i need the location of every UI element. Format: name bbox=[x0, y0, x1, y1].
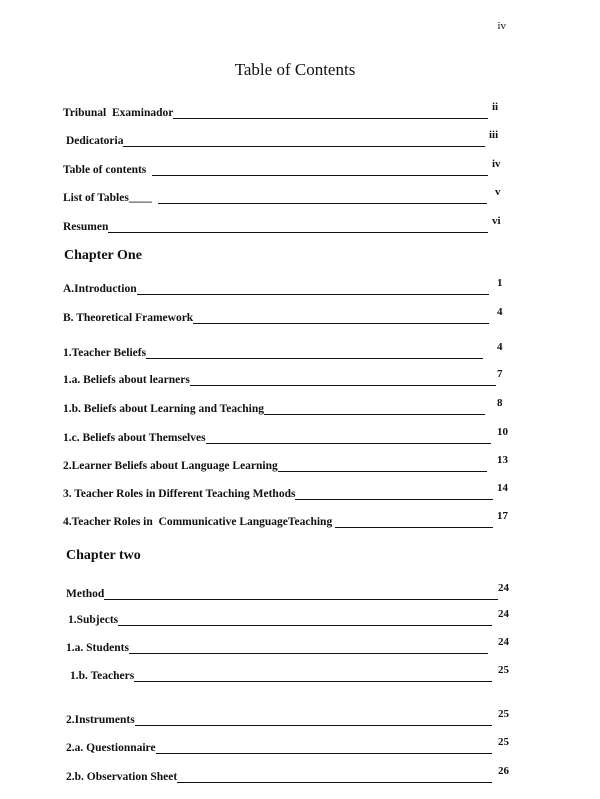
toc-entry-label: 3. Teacher Roles in Different Teaching Methods bbox=[63, 488, 296, 500]
dot-leader bbox=[137, 294, 489, 295]
toc-entry-label: 2.a. Questionnaire bbox=[66, 742, 156, 754]
toc-entry-label: 1.c. Beliefs about Themselves bbox=[63, 432, 206, 444]
dot-leader bbox=[108, 232, 488, 233]
toc-entry-page: 4 bbox=[497, 341, 503, 353]
toc-entry-method bbox=[66, 582, 516, 601]
toc-entry-questionnaire bbox=[66, 736, 516, 755]
toc-entry-label: 2.b. Observation Sheet bbox=[66, 771, 178, 783]
toc-entry-page: 25 bbox=[498, 736, 509, 748]
toc-entry-page: 7 bbox=[497, 368, 503, 380]
toc-entry-label: 1.a. Students bbox=[66, 642, 129, 654]
toc-entry-dedicatoria bbox=[66, 129, 507, 148]
toc-entry-label: A.Introduction bbox=[63, 283, 137, 295]
dot-leader bbox=[295, 499, 493, 500]
toc-entry-page: 25 bbox=[498, 664, 509, 676]
dot-leader bbox=[278, 471, 487, 472]
toc-entry-label: List of Tables____ bbox=[63, 192, 158, 204]
toc-entry-label: B. Theoretical Framework bbox=[63, 312, 194, 324]
toc-entry-page: iii bbox=[489, 129, 499, 141]
dot-leader bbox=[158, 203, 487, 204]
toc-entry-page: vi bbox=[492, 215, 501, 227]
toc-entry-teacher-roles-methods bbox=[63, 482, 515, 501]
page-title: Table of Contents bbox=[234, 60, 356, 79]
toc-entry-label: 1.b. Teachers bbox=[70, 670, 135, 682]
toc-entry-teacher-beliefs bbox=[63, 341, 515, 360]
toc-entry-page: 8 bbox=[497, 397, 503, 409]
toc-entry-list-of-tables bbox=[63, 186, 513, 205]
dot-leader bbox=[335, 527, 493, 528]
toc-entry-page: 24 bbox=[498, 582, 509, 594]
toc-entry-label: Dedicatoria bbox=[66, 135, 124, 147]
toc-entry-beliefs-about-themselves bbox=[63, 426, 515, 445]
toc-entry-page: 13 bbox=[497, 454, 508, 466]
toc-entry-page: v bbox=[495, 186, 501, 198]
toc-entry-page: ii bbox=[492, 101, 499, 113]
dot-leader bbox=[156, 753, 492, 754]
toc-entry-label: Method bbox=[66, 588, 105, 600]
toc-entry-beliefs-about-learners bbox=[63, 368, 515, 387]
toc-entry-table-of-contents bbox=[63, 158, 510, 177]
dot-leader bbox=[146, 358, 483, 359]
toc-entry-beliefs-about-learning-and-teaching bbox=[63, 397, 515, 416]
toc-entry-page: 10 bbox=[497, 426, 508, 438]
toc-entry-page: 1 bbox=[497, 277, 503, 289]
dot-leader bbox=[134, 681, 492, 682]
toc-entry-introduction bbox=[63, 277, 515, 296]
toc-entry-learner-beliefs bbox=[63, 454, 515, 473]
dot-leader bbox=[190, 385, 496, 386]
toc-entry-label: Table of contents bbox=[63, 164, 153, 176]
toc-entry-tribunal-examinador bbox=[63, 101, 510, 120]
toc-entry-page: iv bbox=[492, 158, 501, 170]
toc-entry-teacher-roles-clt bbox=[63, 510, 515, 529]
dot-leader bbox=[173, 118, 488, 119]
dot-leader bbox=[193, 323, 489, 324]
toc-entry-page: 24 bbox=[498, 636, 509, 648]
dot-leader bbox=[206, 443, 491, 444]
toc-entry-label: 1.Teacher Beliefs bbox=[63, 347, 147, 359]
dot-leader bbox=[118, 625, 492, 626]
dot-leader bbox=[177, 782, 492, 783]
dot-leader bbox=[104, 599, 498, 600]
toc-entry-label: Resumen bbox=[63, 221, 109, 233]
toc-entry-students bbox=[66, 636, 516, 655]
dot-leader bbox=[135, 725, 492, 726]
toc-entry-teachers bbox=[70, 664, 516, 683]
toc-entry-theoretical-framework bbox=[63, 306, 515, 325]
toc-entry-instruments bbox=[66, 708, 516, 727]
chapter-two-heading: Chapter two bbox=[66, 548, 141, 563]
toc-entry-page: 14 bbox=[497, 482, 508, 494]
dot-leader bbox=[123, 146, 485, 147]
dot-leader bbox=[129, 653, 488, 654]
toc-entry-label: 1.Subjects bbox=[68, 614, 119, 626]
dot-leader bbox=[152, 175, 488, 176]
toc-entry-page: 4 bbox=[497, 306, 503, 318]
toc-entry-page: 25 bbox=[498, 708, 509, 720]
toc-entry-label: 2.Instruments bbox=[66, 714, 135, 726]
toc-entry-page: 17 bbox=[497, 510, 508, 522]
toc-entry-page: 24 bbox=[498, 608, 509, 620]
toc-entry-label: 1.b. Beliefs about Learning and Teaching bbox=[63, 403, 264, 415]
chapter-one-heading: Chapter One bbox=[64, 248, 142, 263]
toc-entry-label: 2.Learner Beliefs about Language Learning bbox=[63, 460, 278, 472]
page-number: iv bbox=[497, 20, 506, 32]
toc-entry-page: 26 bbox=[498, 765, 509, 777]
toc-entry-label: 1.a. Beliefs about learners bbox=[63, 374, 190, 386]
dot-leader bbox=[264, 414, 485, 415]
toc-entry-label: Tribunal Examinador bbox=[63, 107, 174, 119]
toc-entry-label: 4.Teacher Roles in Communicative LanguageTeaching bbox=[63, 516, 336, 528]
toc-entry-resumen bbox=[63, 215, 510, 234]
toc-entry-observation-sheet bbox=[66, 765, 516, 784]
toc-entry-subjects bbox=[68, 608, 516, 627]
